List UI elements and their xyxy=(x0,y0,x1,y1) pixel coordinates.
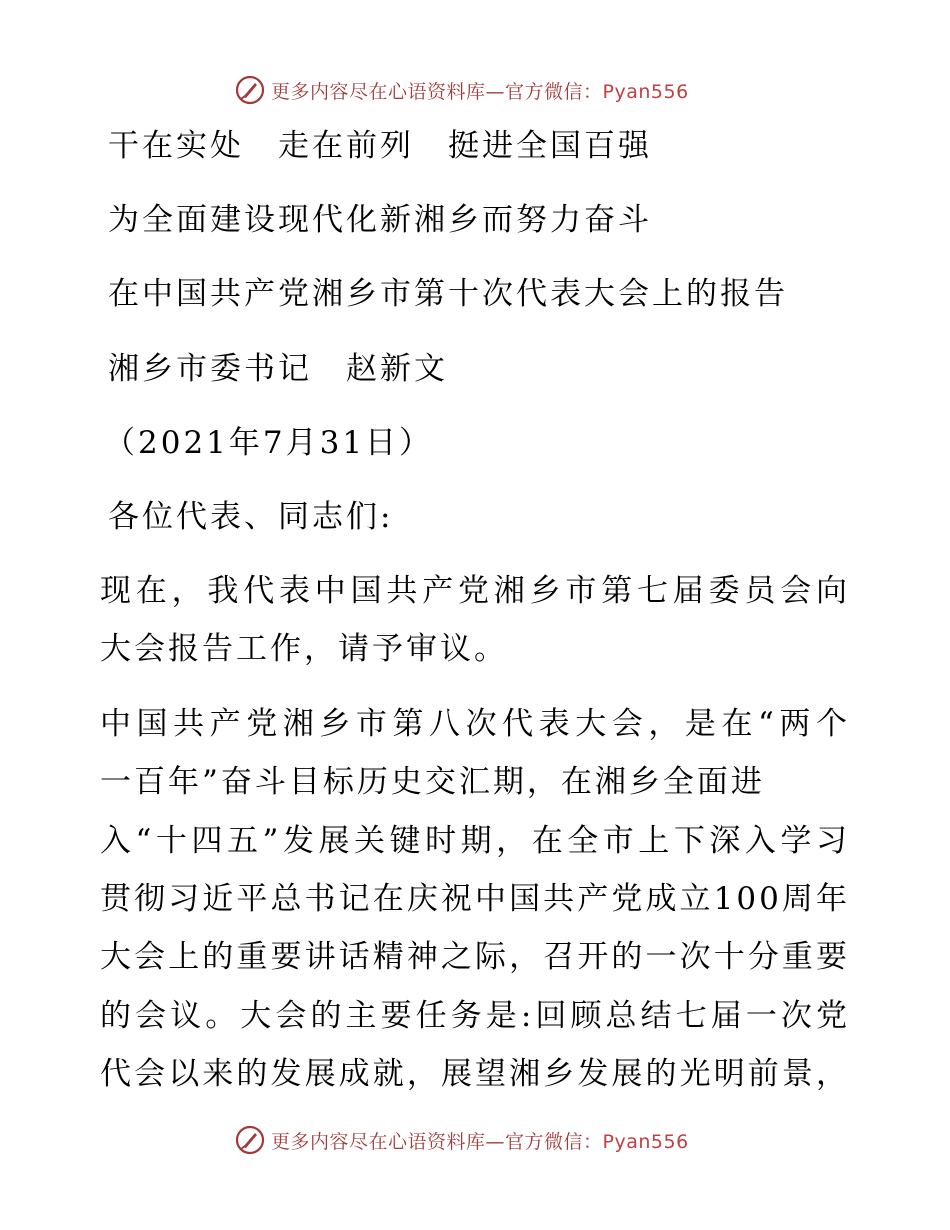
paragraph-1-line: 现在，我代表中国共产党湘乡市第七届委员会向 xyxy=(100,573,850,609)
quill-seal-icon xyxy=(235,1125,265,1155)
paragraph-2-line: 代会以来的发展成就，展望湘乡发展的光明前景， xyxy=(100,1056,850,1092)
date-line: （2021年7月31日） xyxy=(104,425,434,461)
banner-text: 更多内容尽在心语资料库—官方微信：Pyan556 xyxy=(271,1130,689,1153)
paragraph-2-line: 中国共产党湘乡市第八次代表大会，是在“两个 xyxy=(100,706,850,742)
author-line: 湘乡市委书记 赵新文 xyxy=(108,351,448,387)
header-banner xyxy=(235,72,689,108)
quill-seal-icon xyxy=(235,75,265,105)
paragraph-2-line: 的会议。大会的主要任务是:回顾总结七届一次党 xyxy=(100,998,850,1034)
title-line-2: 为全面建设现代化新湘乡而努力奋斗 xyxy=(108,202,652,238)
banner-text: 更多内容尽在心语资料库—官方微信：Pyan556 xyxy=(271,80,689,103)
paragraph-1-line: 大会报告工作，请予审议。 xyxy=(100,631,508,667)
paragraph-2-line: 入“十四五”发展关键时期，在全市上下深入学习 xyxy=(100,823,850,859)
paragraph-2-line: 大会上的重要讲话精神之际，召开的一次十分重要 xyxy=(100,939,850,975)
paragraph-2-line: 一百年”奋斗目标历史交汇期，在湘乡全面进 xyxy=(100,764,765,800)
title-line-3: 在中国共产党湘乡市第十次代表大会上的报告 xyxy=(108,276,788,312)
footer-banner xyxy=(235,1122,689,1158)
salutation: 各位代表、同志们: xyxy=(108,499,394,535)
title-line-1: 干在实处 走在前列 挺进全国百强 xyxy=(108,128,652,164)
paragraph-2-line: 贯彻习近平总书记在庆祝中国共产党成立100周年 xyxy=(100,881,850,917)
